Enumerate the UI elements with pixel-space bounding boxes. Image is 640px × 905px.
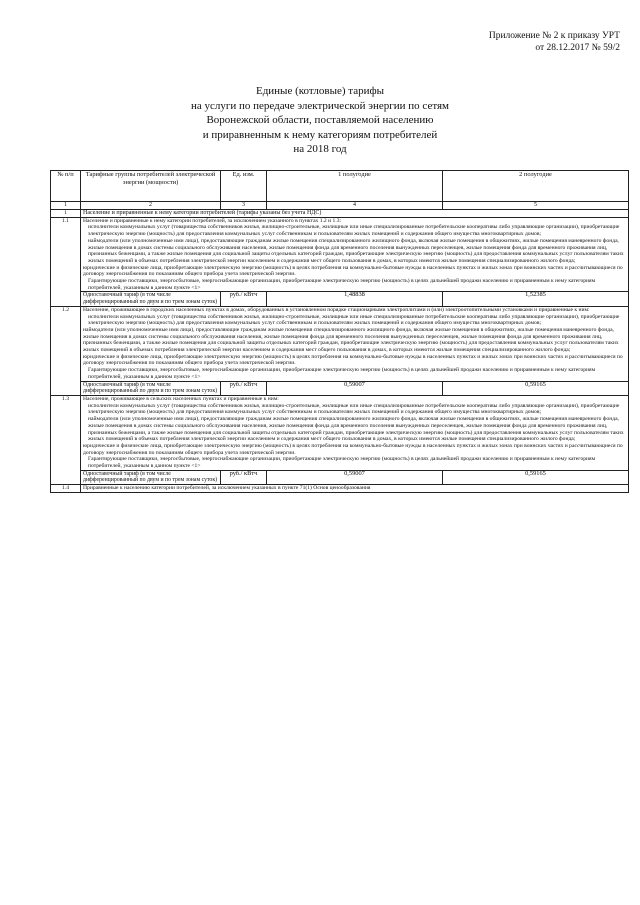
tariff-table xyxy=(50,170,629,493)
row-description: Приравненные к населению категории потребителей, за исключением указанных в пункте 71(1) Основ ценообразования xyxy=(81,485,629,493)
row-paragraph: исполнители коммунальных услуг (товарищества собственников жилья, жилищно-строительные, жилищные или иные специализированные потребительские кооперативы либо управляющие организации), приобретающие электрическую энергию (мощность) для предоставления коммунальных услуг собственникам и пользователям жилых помещений и содержания общего имущества многоквартирных домов; xyxy=(88,224,620,238)
annex-line-order: Приложение № 2 к приказу УРТ xyxy=(488,31,620,41)
row-paragraph: наймодатели (или уполномоченные ими лица), предоставляющие гражданам жилые помещения специализированного жилищного фонда, включая жилые помещения в общежитиях, жилые помещения маневренного фонда, жилые помещения в домах системы социального обслуживания населения, жилые помещения фонда для временного поселения вынужденных переселенцев, жилые помещения фонда для временного проживания лиц, признанных беженцами, а также жилые помещения для социальной защиты отдельных категорий граждан, приобретающие электрическую энергию (мощность) для предоставления коммунальных услуг пользователям таких жилых помещений в объемах потребления электрической энергии населением и содержания мест общего пользования в домах, в которых имеются жилые помещения специализированного жилого фонда; xyxy=(83,326,619,354)
title-line: Единые (котловые) тарифы xyxy=(255,85,385,97)
tariff-row xyxy=(51,292,629,306)
row-num: 1.3 xyxy=(51,395,81,484)
row-paragraph: Гарантирующие поставщики, энергосбытовые, энергоснабжающие организации, приобретающие электрическую энергию (мощность) в целях дальнейшей продажи населению и приравненным к нему категориям потребителей, указанным в данном пункте <1> xyxy=(88,456,596,470)
table-row xyxy=(51,306,629,381)
header-half2: 2 полугодие xyxy=(443,171,629,202)
table-row xyxy=(51,217,629,292)
row-paragraph: юридические и физические лица, приобретающие электрическую энергию (мощность) в целях потребления на коммунально-бытовые нужды в населенных пунктах и жилых зонах при воинских частях и рассчитывающиеся по договору энергоснабжения по показаниям общего прибора учета электрической энергии. xyxy=(83,264,623,278)
col-number: 2 xyxy=(81,202,221,210)
tariff-half2: 0,59165 xyxy=(443,381,629,395)
annex-line-date: от 28.12.2017 № 59/2 xyxy=(535,43,620,53)
col-number: 4 xyxy=(267,202,443,210)
column-number-row xyxy=(51,202,629,210)
header-half1: 1 полугодие xyxy=(267,171,443,202)
row-paragraph: юридические и физические лица, приобретающие электрическую энергию (мощность) в целях потребления на коммунально-бытовые нужды в населенных пунктах и жилых зонах при воинских частях и рассчитывающиеся по договору энергоснабжения по показаниям общего прибора учета электрической энергии. xyxy=(83,442,623,456)
tariff-label: Одноставочный тариф (в том числе дифференцированный по двум и по трем зонам суток) xyxy=(81,292,221,306)
tariff-unit: руб./ кВтч xyxy=(221,292,267,306)
tariff-half1: 1,48838 xyxy=(267,292,443,306)
table-row xyxy=(51,395,629,470)
row-description xyxy=(81,306,629,381)
row-paragraph: Гарантирующие поставщики, энергосбытовые, энергоснабжающие организации, приобретающие электрическую энергию (мощность) в целях дальнейшей продажи населению и приравненным к нему категориям потребителей, указанным в данном пункте <1> xyxy=(88,367,596,380)
section-row xyxy=(51,210,629,218)
annex-header xyxy=(489,30,620,54)
section-num: 1 xyxy=(51,210,81,218)
col-number: 1 xyxy=(51,202,81,210)
tariff-label: Одноставочный тариф (в том числе дифференцированный по двум и по трем зонам суток) xyxy=(81,381,221,395)
title-line: на услуги по передаче электрической энергии по сетям xyxy=(190,99,450,112)
header-num: № п/п xyxy=(51,171,81,202)
row-paragraph: юридические и физические лица, приобретающие электрическую энергию (мощность) в целях потребления на коммунально-бытовые нужды в населенных пунктах и жилых зонах при воинских частях и рассчитывающиеся по договору энергоснабжения по показаниям общего прибора учета электрической энергии. xyxy=(83,353,623,367)
row-num: 1.4 xyxy=(51,485,81,493)
row-paragraph: Население и приравненные к нему категории потребителей, за исключением указанного в пунктах 1.2 и 1.3: xyxy=(83,217,342,224)
row-paragraph: наймодатели (или уполномоченные ими лица), предоставляющие гражданам жилые помещения специализированного жилищного фонда, включая жилые помещения в общежитиях, жилые помещения маневренного фонда, жилые помещения в домах системы социального обслуживания населения, жилые помещения фонда для временного поселения вынужденных переселенцев, жилые помещения фонда для временного проживания лиц, признанных беженцами, а также жилые помещения для социальной защиты отдельных категорий граждан, приобретающие электрическую энергию (мощность) для предоставления коммунальных услуг пользователям таких жилых помещений в объемах потребления электрической энергии населением и содержания мест общего пользования в домах, в которых имеются жилые помещения специализированного жилого фонда; xyxy=(88,237,624,264)
row-paragraph: наймодатели (или уполномоченные ими лица), предоставляющие гражданам жилые помещения специализированного жилищного фонда, включая жилые помещения в общежитиях, жилые помещения маневренного фонда, жилые помещения в домах системы социального обслуживания населения, жилые помещения фонда для временного поселения вынужденных переселенцев, жилые помещения фонда для временного проживания лиц, признанных беженцами, а также жилые помещения для социальной защиты отдельных категорий граждан, приобретающие электрическую энергию (мощность) для предоставления коммунальных услуг пользователям таких жилых помещений в объемах потребления электрической энергии населением и содержания мест общего пользования в домах, в которых имеются жилые помещения специализированного жилого фонда; xyxy=(88,416,624,443)
tariff-half2: 1,52385 xyxy=(443,292,629,306)
header-unit: Ед. изм. xyxy=(221,171,267,202)
row-paragraph: Население, проживающее в сельских населенных пунктах и приравненные к ним: xyxy=(83,395,279,402)
title-line: Воронежской области, поставляемой населению xyxy=(206,114,434,126)
document-title xyxy=(0,84,640,157)
tariff-half1: 0,59007 xyxy=(267,381,443,395)
col-number: 5 xyxy=(443,202,629,210)
section-title: Население и приравненные к нему категории потребителей (тарифы указаны без учета НДС) xyxy=(81,210,629,218)
row-paragraph: исполнители коммунальных услуг (товарищества собственников жилья, жилищно-строительные, жилищные или иные специализированные потребительские кооперативы либо управляющие организации), приобретающие электрическую энергию (мощность) для предоставления коммунальных услуг собственникам и пользователям жилых помещений и содержания общего имущества многоквартирных домов; xyxy=(88,313,620,327)
row-paragraph: Гарантирующие поставщики, энергосбытовые, энергоснабжающие организации, приобретающие электрическую энергию (мощность) в целях дальнейшей продажи населению и приравненным к нему категориям потребителей, указанным в данном пункте <1> xyxy=(88,278,596,291)
row-num: 1.1 xyxy=(51,217,81,306)
row-description xyxy=(81,395,629,470)
tariff-unit: руб./ кВтч xyxy=(221,470,267,484)
tariff-half1: 0,59007 xyxy=(267,470,443,484)
col-number: 3 xyxy=(221,202,267,210)
title-line: на 2018 год xyxy=(293,143,347,155)
row-paragraph: Население, проживающее в городских населенных пунктах в домах, оборудованных в установленном порядке стационарными электроплитами и (или) электроотопительными установками и приравненные к ним: xyxy=(83,306,590,313)
header-group: Тарифные группы потребителей электрической энергии (мощности) xyxy=(81,171,221,202)
row-description xyxy=(81,217,629,292)
tariff-half2: 0,59165 xyxy=(443,470,629,484)
tariff-label: Одноставочный тариф (в том числе дифференцированный по двум и по трем зонам суток) xyxy=(81,470,221,484)
table-header-row xyxy=(51,171,629,202)
row-num: 1.2 xyxy=(51,306,81,395)
title-line: и приравненным к нему категориям потребителей xyxy=(202,128,438,141)
tariff-row xyxy=(51,381,629,395)
row-paragraph: исполнители коммунальных услуг (товарищества собственников жилья, жилищно-строительные, жилищные или иные специализированные потребительские кооперативы либо управляющие организации), приобретающие электрическую энергию (мощность) для предоставления коммунальных услуг собственникам и пользователям жилых помещений и содержания общего имущества многоквартирных домов; xyxy=(88,402,620,416)
tariff-unit: руб./ кВтч xyxy=(221,381,267,395)
table-row xyxy=(51,485,629,493)
tariff-row xyxy=(51,470,629,484)
